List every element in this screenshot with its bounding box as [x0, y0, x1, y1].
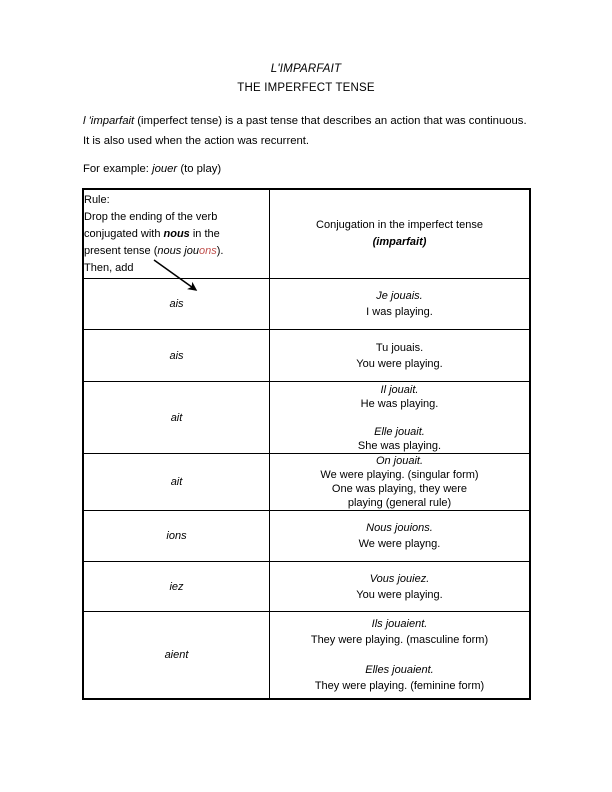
- conjugation-cell: [270, 612, 530, 699]
- conjugation-cell: [270, 330, 530, 382]
- title-block: [0, 60, 612, 98]
- table-row: [84, 454, 530, 511]
- table-row: [84, 562, 530, 612]
- rule-line-2-a: conjugated with: [84, 227, 164, 240]
- conjugation-cell: [270, 454, 530, 511]
- intro-paragraph: [83, 112, 535, 151]
- document-title-english: THE IMPERFECT TENSE: [237, 82, 375, 94]
- rule-line-4: Then, add: [84, 261, 134, 274]
- intro-term: l 'imparfait: [83, 115, 135, 127]
- conjugation-cell: [270, 279, 530, 330]
- table-row: [84, 330, 530, 382]
- french-sentence: Il jouait.: [380, 383, 419, 396]
- table-header-row: [84, 190, 530, 279]
- english-translation-3: playing (general rule): [347, 497, 452, 509]
- rule-line-1: Drop the ending of the verb: [84, 210, 218, 223]
- rule-cell: [84, 190, 270, 279]
- intro-rest: (imperfect tense) is a past tense that describes an action that was continuous. It is also used when the action was recurrent.: [83, 115, 527, 147]
- ending-cell: ait: [84, 454, 270, 511]
- french-sentence: Nous jouions.: [366, 522, 433, 534]
- spacer: [270, 411, 529, 425]
- conjugation-table-wrapper: [83, 189, 529, 699]
- french-sentence: Je jouais.: [376, 290, 423, 302]
- rule-line-3: [84, 243, 269, 260]
- conjugation-cell: [270, 562, 530, 612]
- english-translation: We were playng.: [358, 538, 441, 550]
- conjugation-cell: [270, 511, 530, 562]
- english-translation: They were playing. (feminine form): [314, 680, 485, 692]
- ending-cell: aient: [84, 612, 270, 699]
- rule-line-3-a: present tense (: [84, 244, 158, 257]
- conjugation-cell: [270, 382, 530, 454]
- table-row: [84, 511, 530, 562]
- example-suffix: (to play): [177, 163, 222, 175]
- ending-cell: ait: [84, 382, 270, 454]
- table-row: [84, 279, 530, 330]
- english-translation: He was playing.: [360, 397, 439, 410]
- french-sentence: Elles jouaient.: [365, 664, 434, 676]
- english-translation: We were playing. (singular form): [320, 469, 479, 481]
- french-sentence: On jouait.: [375, 455, 424, 467]
- conjugation-header-cell: [270, 190, 530, 279]
- conjugation-header-line-2: (imparfait): [372, 236, 427, 248]
- conjugation-header-line-1: Conjugation in the imperfect tense: [316, 219, 483, 231]
- table-body: [84, 190, 530, 699]
- spacer: [270, 648, 529, 662]
- english-translation: You were playing.: [356, 357, 443, 370]
- ending-cell: iez: [84, 562, 270, 612]
- rule-label: Rule:: [84, 193, 110, 206]
- example-prefix: For example:: [83, 163, 153, 175]
- rule-line-2: [84, 226, 269, 243]
- ending-cell: ais: [84, 330, 270, 382]
- english-translation: They were playing. (masculine form): [310, 634, 489, 646]
- rule-line-3-ending-highlight: ons: [198, 244, 217, 257]
- english-translation: You were playing.: [356, 588, 443, 601]
- example-verb: jouer: [152, 163, 178, 175]
- english-translation-2: One was playing, they were: [331, 483, 468, 495]
- french-sentence: Vous jouiez.: [369, 572, 430, 585]
- english-translation: I was playing.: [366, 306, 433, 318]
- example-line: [83, 160, 535, 179]
- conjugation-table: [83, 189, 530, 699]
- english-translation: She was playing.: [357, 439, 442, 452]
- french-sentence: Tu jouais.: [375, 341, 424, 354]
- rule-line-2-c: in the: [189, 227, 220, 240]
- table-row: [84, 612, 530, 699]
- rule-line-3-d: ).: [216, 244, 224, 257]
- rule-line-2-nous: nous: [163, 227, 190, 240]
- ending-cell: ais: [84, 279, 270, 330]
- rule-line-3-verb: nous jou: [157, 244, 199, 257]
- table-row: [84, 382, 530, 454]
- french-sentence: Elle jouait.: [374, 425, 425, 438]
- french-sentence: Ils jouaient.: [371, 618, 428, 630]
- document-title-french: L'IMPARFAIT: [270, 63, 342, 75]
- ending-cell: ions: [84, 511, 270, 562]
